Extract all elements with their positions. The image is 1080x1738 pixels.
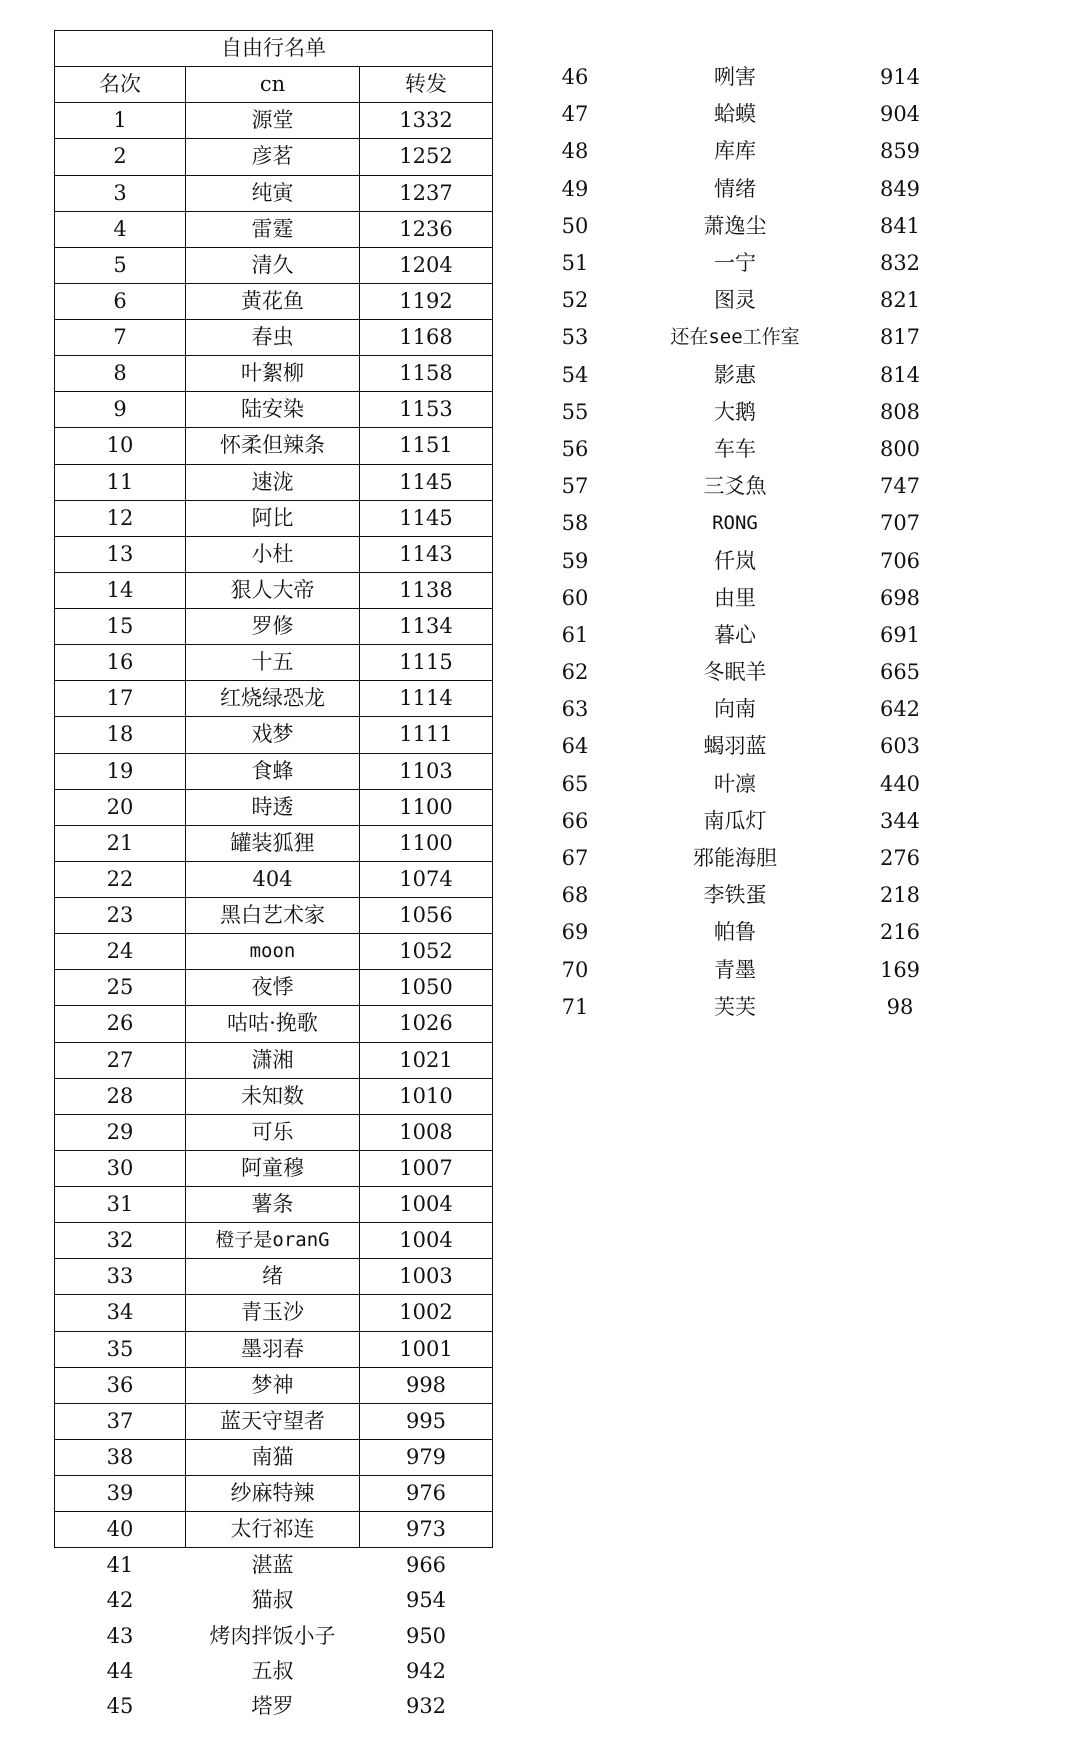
count-cell: 707	[879, 511, 921, 536]
name-cell: 小杜	[186, 536, 360, 572]
count-cell: 1153	[360, 392, 493, 428]
count-cell: 691	[879, 622, 921, 647]
table-row	[540, 654, 940, 691]
rank-cell: 63	[561, 697, 589, 722]
count-cell: 1002	[360, 1295, 493, 1331]
table-row	[55, 1331, 493, 1367]
rank-cell: 56	[561, 436, 589, 461]
name-cell: 仟岚	[714, 548, 756, 573]
table-row	[540, 914, 940, 951]
table-row	[55, 1078, 493, 1114]
count-cell: 1008	[360, 1114, 493, 1150]
name-cell: 阿比	[186, 500, 360, 536]
count-cell: 998	[360, 1367, 493, 1403]
name-cell: 向南	[714, 697, 756, 722]
count-cell: 1004	[360, 1223, 493, 1259]
name-cell: 由里	[714, 585, 756, 610]
count-cell: 814	[879, 362, 921, 387]
table-row	[55, 753, 493, 789]
count-cell: 698	[879, 585, 921, 610]
rank-cell: 36	[55, 1367, 186, 1403]
name-cell: 暮心	[714, 622, 756, 647]
rank-cell: 65	[561, 771, 589, 796]
count-cell: 1145	[360, 500, 493, 536]
rank-cell: 17	[55, 681, 186, 717]
table-row	[540, 59, 940, 96]
count-cell: 914	[879, 65, 921, 90]
rank-cell: 33	[55, 1259, 186, 1295]
count-cell: 344	[879, 808, 921, 833]
table-row	[55, 1114, 493, 1150]
rank-cell: 71	[561, 994, 589, 1019]
count-cell: 904	[879, 102, 921, 127]
table-row	[55, 103, 493, 139]
table-row	[540, 952, 940, 989]
count-cell: 817	[879, 325, 921, 350]
table-row	[55, 175, 493, 211]
table-row	[540, 245, 940, 282]
name-cell: 三爻魚	[703, 474, 767, 499]
rank-cell: 54	[561, 362, 589, 387]
name-cell: 潇湘	[186, 1042, 360, 1078]
count-cell: 976	[360, 1476, 493, 1512]
rank-cell: 64	[561, 734, 589, 759]
table-row	[55, 428, 493, 464]
table-row	[55, 681, 493, 717]
name-cell: 南猫	[186, 1439, 360, 1475]
name-cell: 图灵	[714, 288, 756, 313]
rank-cell: 34	[55, 1295, 186, 1331]
rank-cell: 15	[55, 609, 186, 645]
count-cell: 1100	[360, 825, 493, 861]
count-cell: 1138	[360, 572, 493, 608]
table-row	[540, 840, 940, 877]
name-cell: 邪能海胆	[693, 846, 777, 871]
count-cell: 1052	[360, 934, 493, 970]
rank-cell: 55	[561, 399, 589, 424]
name-cell: 罗修	[186, 609, 360, 645]
count-cell: 979	[360, 1439, 493, 1475]
table-row	[540, 431, 940, 468]
count-cell: 216	[879, 920, 921, 945]
count-cell: 808	[879, 399, 921, 424]
rank-cell: 1	[55, 103, 186, 139]
rank-cell: 29	[55, 1114, 186, 1150]
count-cell: 1100	[360, 789, 493, 825]
rank-cell: 50	[561, 213, 589, 238]
rank-cell: 41	[106, 1553, 134, 1578]
name-cell: moon	[186, 934, 360, 970]
count-cell: 849	[879, 176, 921, 201]
table-row	[540, 542, 940, 579]
rank-cell: 30	[55, 1150, 186, 1186]
name-cell: 蛤蟆	[714, 102, 756, 127]
rank-cell: 21	[55, 825, 186, 861]
name-cell: 芙芙	[714, 994, 756, 1019]
table-row	[55, 1619, 493, 1654]
rank-cell: 38	[55, 1439, 186, 1475]
rank-cell: 66	[561, 808, 589, 833]
name-cell: 404	[186, 861, 360, 897]
name-cell: 黑白艺术家	[186, 898, 360, 934]
table-row	[55, 1259, 493, 1295]
table-row	[55, 1439, 493, 1475]
count-cell: 603	[879, 734, 921, 759]
rank-cell: 31	[55, 1187, 186, 1223]
rank-cell: 8	[55, 356, 186, 392]
name-cell: 影惠	[714, 362, 756, 387]
count-cell: 966	[405, 1553, 447, 1578]
name-cell: 狠人大帝	[186, 572, 360, 608]
name-cell: 还在see工作室	[670, 326, 800, 349]
rank-cell: 27	[55, 1042, 186, 1078]
name-cell: 青玉沙	[186, 1295, 360, 1331]
table-row	[55, 1476, 493, 1512]
table-row	[55, 211, 493, 247]
rank-cell: 51	[561, 251, 589, 276]
name-cell: 车车	[714, 436, 756, 461]
count-cell: 218	[879, 883, 921, 908]
table-row	[540, 617, 940, 654]
rank-cell: 58	[561, 511, 589, 536]
count-cell: 1026	[360, 1006, 493, 1042]
count-cell: 747	[879, 474, 921, 499]
name-cell: 十五	[186, 645, 360, 681]
table-row	[540, 766, 940, 803]
table-row	[55, 283, 493, 319]
count-cell: 1103	[360, 753, 493, 789]
rank-cell: 43	[106, 1623, 134, 1648]
rank-cell: 60	[561, 585, 589, 610]
table-row	[55, 139, 493, 175]
name-cell: 纱麻特辣	[186, 1476, 360, 1512]
rank-cell: 25	[55, 970, 186, 1006]
count-cell: 276	[879, 846, 921, 871]
table-row	[540, 691, 940, 728]
name-cell: 萧逸尘	[703, 213, 767, 238]
count-cell: 1252	[360, 139, 493, 175]
count-cell: 995	[360, 1403, 493, 1439]
rank-cell: 28	[55, 1078, 186, 1114]
name-cell: 叶絮柳	[186, 356, 360, 392]
table-row	[55, 861, 493, 897]
rank-cell: 53	[561, 325, 589, 350]
rank-cell: 19	[55, 753, 186, 789]
ranking-table-right	[540, 59, 940, 1026]
table-row	[540, 282, 940, 319]
name-cell: 红烧绿恐龙	[186, 681, 360, 717]
rank-cell: 18	[55, 717, 186, 753]
count-cell: 1003	[360, 1259, 493, 1295]
count-cell: 169	[879, 957, 921, 982]
name-cell: 太行祁连	[186, 1512, 360, 1548]
name-cell: 蓝天守望者	[186, 1403, 360, 1439]
count-cell: 973	[360, 1512, 493, 1548]
count-cell: 1158	[360, 356, 493, 392]
table-row	[55, 1403, 493, 1439]
table-row	[540, 580, 940, 617]
table-row	[540, 728, 940, 765]
name-cell: 一宁	[714, 251, 756, 276]
table-row	[55, 536, 493, 572]
name-cell: 可乐	[186, 1114, 360, 1150]
rank-cell: 14	[55, 572, 186, 608]
table-row	[55, 717, 493, 753]
name-cell: 烤肉拌饭小子	[209, 1623, 336, 1648]
name-cell: 湛蓝	[251, 1553, 294, 1578]
name-cell: 怀柔但辣条	[186, 428, 360, 464]
rank-cell: 48	[561, 139, 589, 164]
name-cell: 春虫	[186, 320, 360, 356]
table-row	[540, 357, 940, 394]
rank-cell: 67	[561, 846, 589, 871]
header-rank: 名次	[55, 67, 186, 103]
rank-cell: 70	[561, 957, 589, 982]
table-row	[55, 789, 493, 825]
header-row	[55, 67, 493, 103]
name-cell: 库库	[714, 139, 756, 164]
count-cell: 950	[405, 1623, 447, 1648]
rank-cell: 5	[55, 247, 186, 283]
table-row	[55, 464, 493, 500]
count-cell: 1192	[360, 283, 493, 319]
name-cell: 猫叔	[251, 1588, 294, 1613]
name-cell: 清久	[186, 247, 360, 283]
table-row	[55, 572, 493, 608]
table-row	[55, 645, 493, 681]
name-cell: 叶凛	[714, 771, 756, 796]
ranking-table-left	[54, 30, 493, 1724]
table-row	[540, 505, 940, 542]
name-cell: 蝎羽蓝	[703, 734, 767, 759]
rank-cell: 4	[55, 211, 186, 247]
count-cell: 1151	[360, 428, 493, 464]
name-cell: 李铁蛋	[703, 883, 767, 908]
table-row	[540, 133, 940, 170]
name-cell: 南瓜灯	[703, 808, 767, 833]
name-cell: 時透	[186, 789, 360, 825]
rank-cell: 13	[55, 536, 186, 572]
name-cell: 帕鲁	[714, 920, 756, 945]
rank-cell: 3	[55, 175, 186, 211]
rank-cell: 42	[106, 1588, 134, 1613]
count-cell: 942	[405, 1658, 447, 1683]
count-cell: 1004	[360, 1187, 493, 1223]
rank-cell: 35	[55, 1331, 186, 1367]
rank-cell: 40	[55, 1512, 186, 1548]
rank-cell: 46	[561, 65, 589, 90]
table-row	[540, 468, 940, 505]
header-name: cn	[186, 67, 360, 103]
name-cell: 源堂	[186, 103, 360, 139]
count-cell: 1111	[360, 717, 493, 753]
count-cell: 1056	[360, 898, 493, 934]
count-cell: 1168	[360, 320, 493, 356]
table-row	[540, 989, 940, 1026]
count-cell: 1010	[360, 1078, 493, 1114]
table-row	[540, 208, 940, 245]
table-row	[540, 96, 940, 133]
name-cell: 青墨	[714, 957, 756, 982]
table-row	[55, 1689, 493, 1724]
count-cell: 1204	[360, 247, 493, 283]
name-cell: 咧害	[714, 65, 756, 90]
rank-cell: 61	[561, 622, 589, 647]
count-cell: 1332	[360, 103, 493, 139]
count-cell: 1115	[360, 645, 493, 681]
count-cell: 665	[879, 660, 921, 685]
rank-cell: 7	[55, 320, 186, 356]
count-cell: 1007	[360, 1150, 493, 1186]
table-row	[55, 1548, 493, 1584]
table-row	[55, 934, 493, 970]
table-row	[55, 1583, 493, 1618]
table-row	[55, 356, 493, 392]
rank-cell: 32	[55, 1223, 186, 1259]
table-row	[55, 1654, 493, 1689]
count-cell: 800	[879, 436, 921, 461]
rank-cell: 69	[561, 920, 589, 945]
table-row	[55, 1295, 493, 1331]
rank-cell: 49	[561, 176, 589, 201]
name-cell: 咕咕·挽歌	[186, 1006, 360, 1042]
table-row	[55, 970, 493, 1006]
name-cell: 墨羽春	[186, 1331, 360, 1367]
name-cell: 食蜂	[186, 753, 360, 789]
count-cell: 1114	[360, 681, 493, 717]
rank-cell: 26	[55, 1006, 186, 1042]
count-cell: 859	[879, 139, 921, 164]
count-cell: 1050	[360, 970, 493, 1006]
count-cell: 98	[886, 994, 914, 1019]
name-cell: 梦神	[186, 1367, 360, 1403]
name-cell: 五叔	[251, 1658, 294, 1683]
count-cell: 1236	[360, 211, 493, 247]
name-cell: 彦茗	[186, 139, 360, 175]
table-row	[55, 1512, 493, 1548]
name-cell: 冬眠羊	[703, 660, 767, 685]
table-row	[55, 1367, 493, 1403]
table-row	[55, 825, 493, 861]
name-cell: 绪	[186, 1259, 360, 1295]
rank-cell: 11	[55, 464, 186, 500]
rank-cell: 9	[55, 392, 186, 428]
name-cell: 未知数	[186, 1078, 360, 1114]
table-row	[55, 392, 493, 428]
rank-cell: 16	[55, 645, 186, 681]
table-row	[540, 803, 940, 840]
count-cell: 1001	[360, 1331, 493, 1367]
rank-cell: 57	[561, 474, 589, 499]
name-cell: RONG	[712, 512, 758, 535]
count-cell: 1021	[360, 1042, 493, 1078]
table-row	[55, 320, 493, 356]
table-row	[540, 394, 940, 431]
table-row	[540, 319, 940, 356]
count-cell: 832	[879, 251, 921, 276]
name-cell: 阿童穆	[186, 1150, 360, 1186]
rank-cell: 22	[55, 861, 186, 897]
rank-cell: 12	[55, 500, 186, 536]
table-row	[55, 1006, 493, 1042]
rank-cell: 10	[55, 428, 186, 464]
name-cell: 纯寅	[186, 175, 360, 211]
rank-cell: 2	[55, 139, 186, 175]
name-cell: 塔罗	[251, 1693, 294, 1718]
count-cell: 1237	[360, 175, 493, 211]
count-cell: 932	[405, 1693, 447, 1718]
count-cell: 440	[879, 771, 921, 796]
table-row	[55, 500, 493, 536]
name-cell: 陆安染	[186, 392, 360, 428]
table-row	[55, 247, 493, 283]
rank-cell: 62	[561, 660, 589, 685]
count-cell: 1134	[360, 609, 493, 645]
name-cell: 情绪	[714, 176, 756, 201]
table-row	[55, 609, 493, 645]
rank-cell: 24	[55, 934, 186, 970]
table-row	[55, 1042, 493, 1078]
name-cell: 罐装狐狸	[186, 825, 360, 861]
count-cell: 1074	[360, 861, 493, 897]
count-cell: 821	[879, 288, 921, 313]
rank-cell: 23	[55, 898, 186, 934]
name-cell: 橙子是oranG	[186, 1223, 360, 1259]
name-cell: 黄花鱼	[186, 283, 360, 319]
title-row	[55, 31, 493, 67]
table-title: 自由行名单	[55, 31, 493, 67]
table-row	[55, 1187, 493, 1223]
name-cell: 雷霆	[186, 211, 360, 247]
count-cell: 1143	[360, 536, 493, 572]
rank-cell: 47	[561, 102, 589, 127]
count-cell: 841	[879, 213, 921, 238]
count-cell: 954	[405, 1588, 447, 1613]
count-cell: 706	[879, 548, 921, 573]
rank-cell: 44	[106, 1658, 134, 1683]
table-row	[55, 898, 493, 934]
header-count: 转发	[360, 67, 493, 103]
rank-cell: 6	[55, 283, 186, 319]
name-cell: 速泷	[186, 464, 360, 500]
name-cell: 夜悸	[186, 970, 360, 1006]
rank-cell: 45	[106, 1693, 134, 1718]
rank-cell: 52	[561, 288, 589, 313]
name-cell: 大鹅	[714, 399, 756, 424]
rank-cell: 37	[55, 1403, 186, 1439]
table-row	[540, 877, 940, 914]
rank-cell: 59	[561, 548, 589, 573]
count-cell: 1145	[360, 464, 493, 500]
name-cell: 薯条	[186, 1187, 360, 1223]
rank-cell: 39	[55, 1476, 186, 1512]
table-row	[540, 171, 940, 208]
table-row	[55, 1150, 493, 1186]
count-cell: 642	[879, 697, 921, 722]
name-cell: 戏梦	[186, 717, 360, 753]
rank-cell: 68	[561, 883, 589, 908]
rank-cell: 20	[55, 789, 186, 825]
table-row	[55, 1223, 493, 1259]
